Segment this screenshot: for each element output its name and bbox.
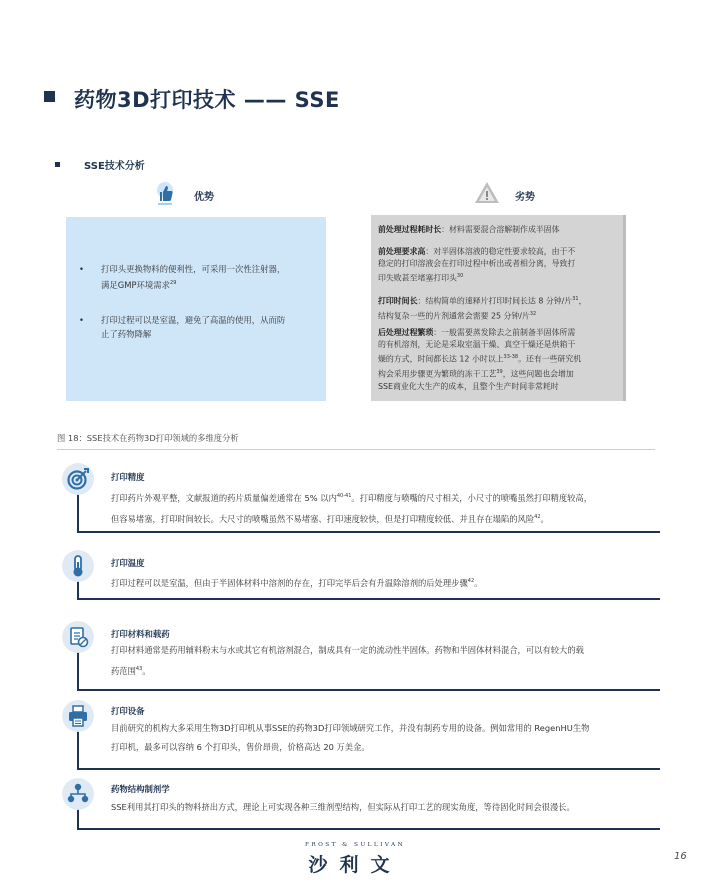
- page-title: 药物3D打印技术 —— SSE: [74, 88, 340, 112]
- dimension-text: 打印材料通常是药用辅料粉末与水或其它有机溶剂混合，制成具有一定的流动性半固体。药物和半固体材料混合，可以有较大的载 药范围$^{43}$。: [111, 645, 584, 676]
- figure-caption: 图 18：SSE技术在药物3D打印领域的多维度分析: [57, 433, 239, 443]
- advantage-text: 打印过程可以是室温，避免了高温的使用，从而防 止了药物降解: [101, 315, 286, 339]
- disadvantage-item: 前处理要求高：对半固体溶液的稳定性要求较高，由于不 稳定的打印溶液会在打印过程中析出或者相分离，导致打 印失败甚至堵塞打印头$^{30}$: [378, 247, 576, 284]
- thermometer-icon: [62, 550, 94, 582]
- dimension-text: 打印药片外观平整，文献报道的药片质量偏差通常在 5% 以内$^{40-41}$。打印精度与喷嘴的尺寸相关，小尺寸的喷嘴虽然打印精度较高， 但容易堵塞，打印时间较长。大尺寸的喷嘴虽然不易堵塞、打印速度较快，但是打印精度较低、并且存在塌陷的风险$^{42}$。: [111, 492, 593, 524]
- dimension-text: 打印过程可以是室温，但由于半固体材料中溶剂的存在，打印完毕后会有升温除溶剂的后处理步骤$^{42}$。: [111, 577, 483, 588]
- logo: 沙利文: [308, 854, 402, 876]
- dimension-title: 打印设备: [111, 706, 145, 716]
- section-title: SSE技术分析: [84, 161, 145, 172]
- title-marker: [44, 91, 55, 102]
- dimension-title: 打印精度: [111, 472, 145, 482]
- thumbs-up-icon: [153, 181, 177, 207]
- material-icon: [62, 621, 94, 653]
- disadvantages-label: 劣势: [515, 192, 535, 203]
- advantage-text: 打印头更换物料的便利性，可采用一次性注射器， 满足GMP环境需求$^{29}$: [101, 264, 286, 290]
- disadvantages-panel: [371, 215, 623, 401]
- structure-icon: [62, 778, 94, 810]
- printer-icon: [62, 700, 94, 732]
- divider: [57, 449, 655, 450]
- target-icon: [62, 463, 94, 495]
- advantages-label: 优势: [194, 192, 214, 203]
- disadvantage-item: 前处理过程耗时长：材料需要混合溶解制作成半固体: [378, 225, 560, 234]
- bullet: •: [79, 315, 84, 325]
- disadvantages-box: [371, 215, 626, 401]
- section-marker: [55, 162, 60, 167]
- dimension-title: 打印温度: [111, 558, 145, 568]
- bullet: •: [79, 264, 84, 274]
- disadvantage-item: 后处理过程繁琐：一般需要蒸发除去之前制备半固体所需 的有机溶剂，无论是采取室温干燥、真空干燥还是烘箱干 燥的方式，时间都长达 12 小时以上$^{33-38}$。还有一些研究机 构会采用步骤更为繁琐的冻干工艺$^{39}$，这些问题也会增加 SSE商业化大生产的成本，且整个生产时间非常耗时: [378, 328, 582, 392]
- logo-subtitle: FROST & SULLIVAN: [304, 842, 406, 848]
- dimension-text: 目前研究的机构大多采用生物3D打印机从事SSE的药物3D打印领域研究工作，并没有制药专用的设备。例如常用的 RegenHU生物 打印机，最多可以容纳 6 个打印头，售价昂贵，价格高达 20 万美金。: [111, 723, 590, 752]
- disadvantage-item: 打印时间长：结构简单的速释片打印时间长达 8 分钟/片$^{31}$， 结构复杂一些的片剂通常会需要 25 分钟/片$^{32}$: [378, 296, 587, 321]
- warning-icon: [474, 181, 500, 205]
- advantages-box: [66, 217, 326, 401]
- dimension-title: 打印材料和载药: [111, 629, 170, 639]
- scrollbar[interactable]: [623, 215, 626, 401]
- advantage-item: [79, 262, 313, 292]
- page-number: 16: [674, 851, 687, 862]
- dimension-title: 药物结构制剂学: [111, 784, 170, 794]
- advantage-item: [79, 313, 313, 341]
- dimension-text: SSE利用其打印头的物料挤出方式，理论上可实现各种三维剂型结构，但实际从打印工艺的现实角度，等待固化时间会很漫长。: [111, 802, 575, 812]
